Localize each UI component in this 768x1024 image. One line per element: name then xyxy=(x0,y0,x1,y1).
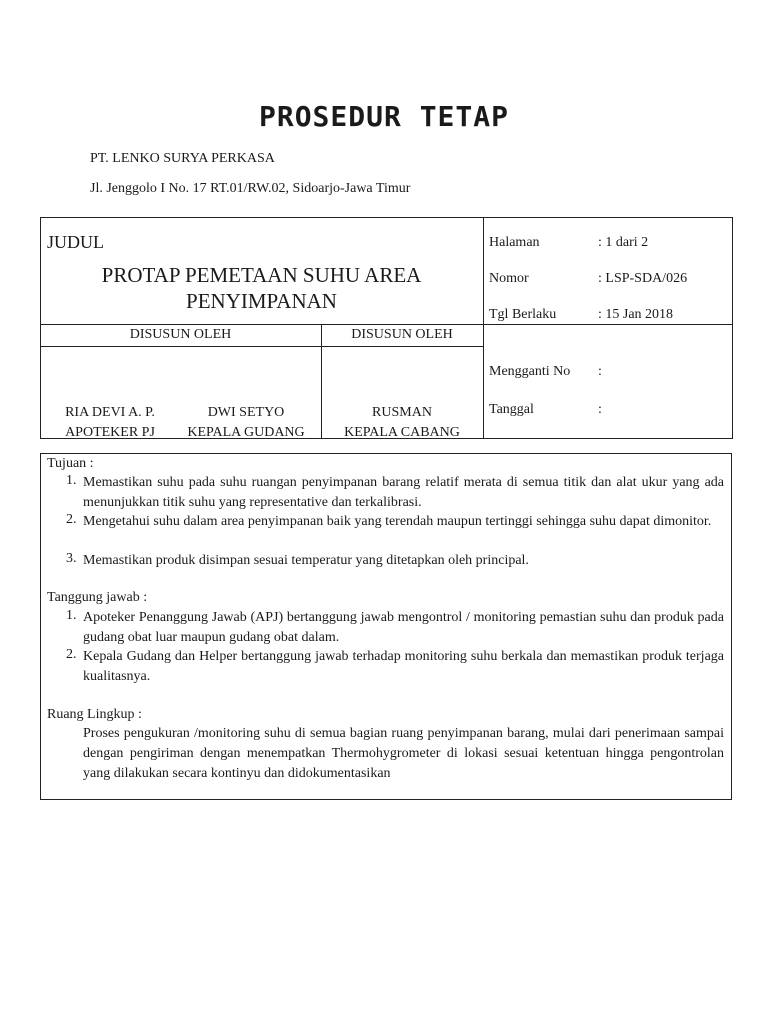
table-divider-colhead xyxy=(40,346,483,347)
list-number: 2. xyxy=(66,512,77,527)
tanggung-jawab-item-1: Apoteker Penanggung Jawab (APJ) bertanggung jawab mengontrol / monitoring pemastian suhu dan produk pada gudang obat luar maupun gudang obat dalam. xyxy=(83,610,724,645)
signatory-apoteker xyxy=(40,403,180,443)
ruang-lingkup-text: Proses pengukuran /monitoring suhu di semua bagian ruang penyimpanan barang, mulai dari penerimaan sampai dengan pengiriman dengan menempatkan Thermohygrometer di lokasi sesuai ketentuan hingga pengontrolan yang dilakukan secara kontinyu dan didokumentasikan xyxy=(83,726,724,781)
meta-value-mengganti-no: : xyxy=(598,364,602,379)
meta-value-halaman: : 1 dari 2 xyxy=(598,235,649,250)
meta-value-tgl-berlaku: : 15 Jan 2018 xyxy=(598,307,674,322)
signatory-name: RIA DEVI A. P. xyxy=(65,405,155,420)
signatory-role: APOTEKER PJ xyxy=(65,425,155,440)
meta-label-tgl-berlaku: Tgl Berlaku xyxy=(489,307,557,322)
tujuan-item-1: Memastikan suhu pada suhu ruangan penyimpanan barang relatif merata di semua titik dan alat ukur yang ada menunjukkan titik suhu yang representative dan terkalibrasi. xyxy=(83,475,724,510)
meta-value-tanggal: : xyxy=(598,402,602,417)
signatory-name: DWI SETYO xyxy=(207,405,285,420)
tanggung-jawab-item-2: Kepala Gudang dan Helper bertanggung jawab terhadap monitoring suhu berkala dan memastikan produk terjaga kualitasnya. xyxy=(83,649,724,684)
meta-label-mengganti-no: Mengganti No xyxy=(489,364,571,379)
meta-label-nomor: Nomor xyxy=(489,271,529,286)
column-header-disusun-oleh-1: DISUSUN OLEH xyxy=(129,327,232,342)
meta-value-nomor: : LSP-SDA/026 xyxy=(598,271,688,286)
meta-label-halaman: Halaman xyxy=(489,235,540,250)
signatory-name: RUSMAN xyxy=(372,405,432,420)
signatory-role: KEPALA GUDANG xyxy=(187,425,305,440)
ruang-lingkup-heading: Ruang Lingkup : xyxy=(47,707,142,722)
tujuan-item-3: Memastikan produk disimpan sesuai temperatur yang ditetapkan oleh principal. xyxy=(83,553,529,568)
list-number: 1. xyxy=(66,473,77,488)
tujuan-heading: Tujuan : xyxy=(47,456,94,471)
document-title-line-2: PENYIMPANAN xyxy=(186,289,337,313)
company-name: PT. LENKO SURYA PERKASA xyxy=(90,151,275,166)
table-divider-title xyxy=(40,324,483,325)
list-number: 3. xyxy=(66,551,77,566)
tanggung-jawab-heading: Tanggung jawab : xyxy=(47,590,148,605)
table-divider-vertical-main xyxy=(483,217,484,439)
tujuan-item-2: Mengetahui suhu dalam area penyimpanan baik yang terendah maupun tertinggi sehingga suhu dapat dimonitor. xyxy=(83,514,712,529)
meta-label-tanggal: Tanggal xyxy=(489,402,534,417)
column-header-disusun-oleh-2: DISUSUN OLEH xyxy=(351,327,453,342)
list-number: 2. xyxy=(66,647,77,662)
signatory-role: KEPALA CABANG xyxy=(344,425,460,440)
signatory-kepala-cabang xyxy=(321,403,483,443)
signatory-kepala-gudang xyxy=(176,403,316,443)
document-title-line-1: PROTAP PEMETAAN SUHU AREA xyxy=(101,263,422,287)
judul-label: JUDUL xyxy=(47,232,104,252)
document-title xyxy=(40,262,483,314)
table-divider-meta xyxy=(483,324,733,325)
company-address: Jl. Jenggolo I No. 17 RT.01/RW.02, Sidoarjo-Jawa Timur xyxy=(90,181,411,196)
list-number: 1. xyxy=(66,608,77,623)
page-title: PROSEDUR TETAP xyxy=(258,100,509,133)
